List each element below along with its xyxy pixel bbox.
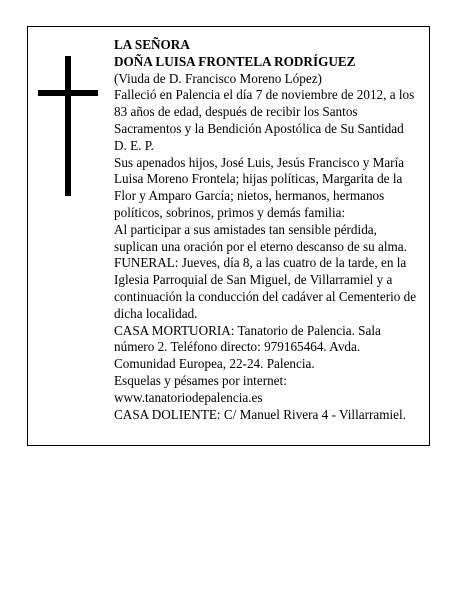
website-line: www.tanatoriodepalencia.es xyxy=(114,389,263,405)
deceased-name: DOÑA LUISA FRONTELA RODRÍGUEZ xyxy=(114,53,356,69)
cross-icon xyxy=(38,56,98,196)
mortuary-paragraph: CASA MORTUORIA: Tanatorio de Palencia. Sala número 2. Teléfono directo: 979165464. Avda. Comunidad Europea, 22-24. Palencia. xyxy=(114,322,381,372)
funeral-paragraph: FUNERAL: Jueves, día 8, a las cuatro de la tarde, en la Iglesia Parroquial de San Miguel, de Villarramiel y a continuación la conducción del cadáver al Cementerio de dicha localidad. xyxy=(114,255,417,321)
death-paragraph: Falleció en Palencia el día 7 de noviembre de 2012, a los 83 años de edad, después de recibir los Santos Sacramentos y la Bendición Apostólica de Su Santidad xyxy=(114,87,415,136)
rip-line: D. E. P. xyxy=(114,137,154,153)
prayer-paragraph: Al participar a sus amistades tan sensible pérdida, suplican una oración por el eterno descanso de su alma. xyxy=(114,221,407,254)
cross-vertical-bar xyxy=(65,56,71,196)
mourning-house-line: CASA DOLIENTE: C/ Manuel Rivera 4 - Villarramiel. xyxy=(114,406,406,422)
cross-horizontal-bar xyxy=(38,90,98,96)
obituary-text xyxy=(114,37,422,423)
widow-line: (Viuda de D. Francisco Moreno López) xyxy=(114,70,322,86)
internet-line: Esquelas y pésames por internet: xyxy=(114,372,287,388)
heading-title: LA SEÑORA xyxy=(114,37,190,52)
family-paragraph: Sus apenados hijos, José Luis, Jesús Francisco y María Luisa Moreno Frontela; hijas políticas, Margarita de la Flor y Amparo García; nietos, hermanos, hermanos políticos, sobrinos, primos y demás familia: xyxy=(114,154,405,220)
